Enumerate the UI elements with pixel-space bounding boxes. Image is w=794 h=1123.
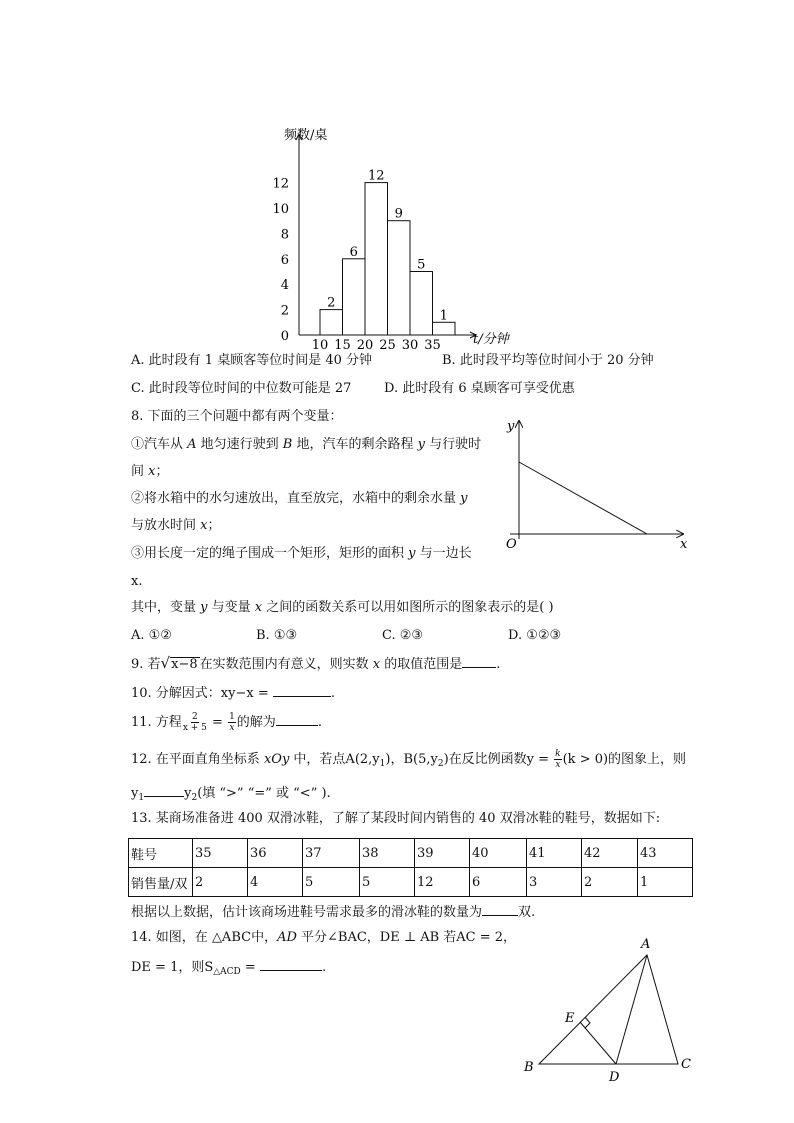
q8-stem: 8. 下面的三个问题中都有两个变量： xyxy=(131,409,343,424)
q12-line-2: $y_1$ $y_2$(填 “>” “=” 或 “<” ). xyxy=(131,786,331,803)
histogram-data-label: 5 xyxy=(417,257,426,273)
q8-origin-label: O xyxy=(506,537,517,552)
q8-x-label: x xyxy=(680,537,688,552)
histogram-x-tick-label: 10 xyxy=(311,338,329,352)
table-cell: 36 xyxy=(248,839,303,868)
label-d: D xyxy=(609,1070,620,1085)
histogram-y-tick-label: 2 xyxy=(280,303,289,319)
q13-table xyxy=(128,838,693,897)
q7-option-d: D. 此时段有 6 桌顾客可享受优惠 xyxy=(384,381,575,396)
histogram-y-tick-label: 10 xyxy=(272,202,289,217)
q11-fraction-2: $\frac{1}{x}$ xyxy=(229,712,235,733)
q7-option-c: C. 此时段等位时间的中位数可能是 27 xyxy=(131,381,352,396)
table-cell: 37 xyxy=(303,839,360,868)
right-angle-mark xyxy=(585,1017,590,1028)
label-a: A xyxy=(641,937,651,952)
histogram-y-tick-label: 6 xyxy=(280,252,289,268)
q12-line-1: 12. 在平面直角坐标系 xOy 中，若点$A(2,y_1)$，$B(5,y_2)$在反比例函数y = $\frac{k}{x}$ (k > 0)的图象上，则 xyxy=(131,749,687,770)
q7-option-a: A. 此时段有 1 桌顾客等位时间是 40 分钟 xyxy=(131,353,372,368)
table-cell: 3 xyxy=(527,868,582,897)
histogram-y-axis-title: 频数/桌 xyxy=(284,128,328,143)
histogram-data-label: 9 xyxy=(394,206,403,222)
q7-option-b: B. 此时段平均等位时间小于 20 分钟 xyxy=(442,353,654,368)
table-cell: 5 xyxy=(303,868,360,897)
histogram-x-tick-label: 15 xyxy=(334,338,351,352)
table-row xyxy=(129,839,693,868)
q11: 11. 方程 $\frac{2}{x + 5}$ = $\frac{1}{x}$ 的解为 . xyxy=(131,712,322,733)
q8-item-3: ③用长度一定的绳子围成一个矩形，矩形的面积 y 与一边长 xyxy=(131,546,472,561)
q14-line-1: 14. 如图，在 △ABC中，AD 平分∠BAC，DE ⊥ AB 若AC = 2， xyxy=(131,930,517,945)
q8-item-1: ①汽车从 A 地匀速行驶到 B 地，汽车的剩余路程 y 与行驶时 xyxy=(131,437,482,452)
table-cell: 42 xyxy=(582,839,638,868)
table-cell: 39 xyxy=(415,839,470,868)
q11-answer-blank[interactable] xyxy=(276,713,318,726)
q8-y-label: y xyxy=(507,419,515,434)
table-cell: 41 xyxy=(527,839,582,868)
q13-question: 根据以上数据，估计该商场进鞋号需求最多的滑冰鞋的数量为 双. xyxy=(131,905,536,920)
q8-item-3-cont: x. xyxy=(131,574,143,589)
table-cell: 销售量/双 xyxy=(129,868,193,897)
histogram-y-tick-label: 0 xyxy=(280,329,289,344)
q9-radicand: x−8 xyxy=(171,657,198,672)
q14-answer-blank[interactable] xyxy=(260,958,322,971)
q9: 9. 若√x−8 在实数范围内有意义，则实数 x 的取值范围是 . xyxy=(131,654,501,672)
q9-answer-blank[interactable] xyxy=(462,655,496,668)
histogram-data-label: 12 xyxy=(367,168,385,184)
histogram-y-tick-label: 12 xyxy=(272,176,289,192)
label-e: E xyxy=(565,1011,575,1026)
table-cell: 2 xyxy=(582,868,638,897)
histogram-y-tick-label: 4 xyxy=(280,278,289,294)
histogram-bar xyxy=(320,310,343,335)
table-cell: 鞋号 xyxy=(129,839,193,868)
histogram-x-axis-title: t/分钟 xyxy=(473,332,509,347)
q8-option-d: D. ①②③ xyxy=(508,628,562,643)
q8-option-a: A. ①② xyxy=(131,628,172,643)
q8-decreasing-line xyxy=(519,462,647,534)
q8-question: 其中，变量 y 与变量 x 之间的函数关系可以用如图所示的图象表示的是( ) xyxy=(131,600,554,615)
histogram-data-label: 2 xyxy=(327,295,336,311)
histogram-bar xyxy=(410,272,433,336)
histogram-x-tick-label: 35 xyxy=(424,338,441,352)
q14-triangle-figure xyxy=(515,930,705,1085)
q11-fraction-1: $\frac{2}{x + 5}$ xyxy=(182,712,207,733)
q8-item-2: ②将水箱中的水匀速放出，直至放完，水箱中的剩余水量 y xyxy=(131,491,468,506)
histogram-x-tick-label: 30 xyxy=(401,338,419,352)
histogram-bar xyxy=(388,221,411,335)
triangle-abc xyxy=(539,955,678,1064)
q14-line-2: DE = 1，则$S_{\triangle ACD}$ = . xyxy=(131,960,327,977)
histogram-bar xyxy=(433,322,456,335)
q8-item-2-cont: 与放水时间 x； xyxy=(131,518,221,533)
table-row xyxy=(129,868,693,897)
label-b: B xyxy=(524,1060,534,1075)
histogram-bar xyxy=(343,259,366,335)
histogram-bar xyxy=(365,183,388,335)
table-cell: 2 xyxy=(193,868,248,897)
histogram-x-tick-label: 25 xyxy=(379,338,396,352)
q8-option-c: C. ②③ xyxy=(382,628,424,643)
q10: 10. 分解因式：xy−x = . xyxy=(131,686,336,701)
histogram-x-tick-label: 20 xyxy=(356,338,374,352)
q12-fraction: $\frac{k}{x}$ xyxy=(555,749,561,770)
table-cell: 43 xyxy=(638,839,693,868)
table-cell: 35 xyxy=(193,839,248,868)
q8-option-b: B. ①③ xyxy=(256,628,298,643)
histogram-data-label: 6 xyxy=(349,244,358,260)
q8-line-graph xyxy=(500,415,700,555)
table-cell: 6 xyxy=(470,868,527,897)
q12-answer-blank[interactable] xyxy=(144,784,184,797)
table-cell: 4 xyxy=(248,868,303,897)
histogram-y-tick-label: 8 xyxy=(280,227,289,243)
histogram-chart xyxy=(250,120,530,352)
q13-stem: 13. 某商场准备进 400 双滑冰鞋，了解了某段时间内销售的 40 双滑冰鞋的鞋号，数据如下: xyxy=(131,811,661,826)
label-c: C xyxy=(681,1057,691,1072)
table-cell: 12 xyxy=(415,868,470,897)
q8-item-1-cont: 间 x； xyxy=(131,464,169,479)
table-cell: 1 xyxy=(638,868,693,897)
table-cell: 40 xyxy=(470,839,527,868)
histogram-data-label: 1 xyxy=(439,308,448,324)
q13-answer-blank[interactable] xyxy=(482,903,518,916)
table-cell: 38 xyxy=(360,839,415,868)
table-cell: 5 xyxy=(360,868,415,897)
q10-answer-blank[interactable] xyxy=(273,684,331,697)
